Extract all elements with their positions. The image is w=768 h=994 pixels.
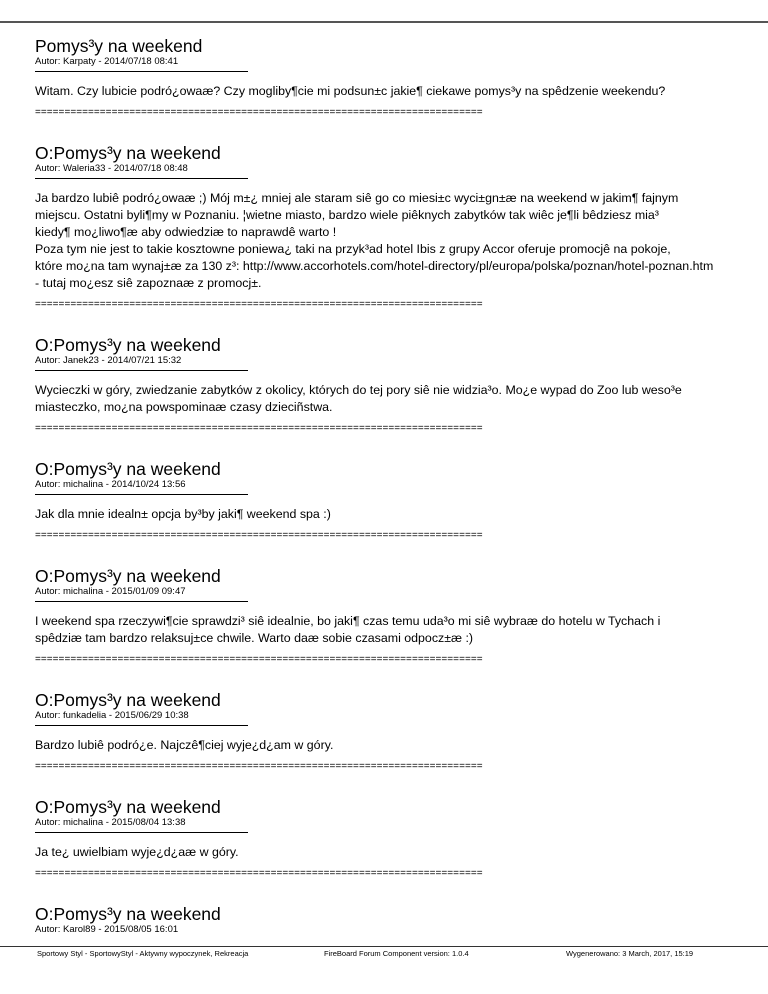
author-underline — [35, 725, 248, 726]
post-separator: ============================================================================ — [35, 761, 483, 772]
post-author: Autor: Karpaty - 2014/07/18 08:41 — [35, 56, 179, 67]
author-underline — [35, 370, 248, 371]
post-body: Wycieczki w góry, zwiedzanie zabytków z okolicy, których do tej pory siê nie widzia³o. Mo¿e wypad do Zoo lub weso³e miasteczko, mo¿na powspominaæ czasy dzieciñstwa. — [35, 383, 682, 414]
post-body: Witam. Czy lubicie podró¿owaæ? Czy mogliby¶cie mi podsun±c jakie¶ ciekawe pomys³y na spêdzenie weekendu? — [35, 84, 666, 98]
footer-rule — [0, 946, 768, 947]
post-separator: ============================================================================ — [35, 868, 483, 879]
post-author: Autor: funkadelia - 2015/06/29 10:38 — [35, 710, 189, 721]
post-body: I weekend spa rzeczywi¶cie sprawdzi³ siê idealnie, bo jaki¶ czas temu uda³o mi siê wybraæ do hotelu w Tychach i spêdziæ tam bardzo relaksuj±ce chwile. Warto daæ sobie czasami odpocz±æ :) — [35, 614, 661, 645]
post-title: O:Pomys³y na weekend — [35, 566, 221, 586]
post-body: Jak dla mnie idealn± opcja by³by jaki¶ weekend spa :) — [35, 507, 331, 521]
post-separator: ============================================================================ — [35, 423, 483, 434]
post — [35, 690, 735, 773]
author-underline — [35, 71, 248, 72]
post-separator: ============================================================================ — [35, 654, 483, 665]
post-list — [35, 36, 735, 935]
post — [35, 797, 735, 880]
post-separator: ============================================================================ — [35, 530, 483, 541]
post — [35, 36, 735, 119]
post-author: Autor: Karol89 - 2015/08/05 16:01 — [35, 924, 179, 935]
post-title: O:Pomys³y na weekend — [35, 690, 221, 710]
footer-generated-date: Wygenerowano: 3 March, 2017, 15:19 — [566, 949, 694, 958]
post-title: O:Pomys³y na weekend — [35, 143, 221, 163]
post-author: Autor: michalina - 2014/10/24 13:56 — [35, 479, 186, 490]
post — [35, 459, 735, 542]
post-separator: ============================================================================ — [35, 107, 483, 118]
post-separator: ============================================================================ — [35, 299, 483, 310]
footer-component-version: FireBoard Forum Component version: 1.0.4 — [324, 949, 469, 958]
author-underline — [35, 601, 248, 602]
post-body: Bardzo lubiê podró¿e. Najczê¶ciej wyje¿d¿am w góry. — [35, 738, 334, 752]
author-underline — [35, 178, 248, 179]
author-underline — [35, 494, 248, 495]
post-body: Ja bardzo lubiê podró¿owaæ ;) Mój m±¿ mniej ale staram siê go co miesi±c wyci±gn±æ na weekend w jakim¶ fajnym miejscu. Ostatni byli¶my w Poznaniu. ¦wietne miasto, bardzo wiele piêknych zabytków tak wiêc je¶li bêdziesz mia³ kiedy¶ mo¿liwo¶æ aby odwiedziæ to naprawdê warto ! Poza tym nie jest to takie kosztowne poniewa¿ taki na przyk³ad hotel Ibis z grupy Accor oferuje promocjê na pokoje, które mo¿na tam wynaj±æ za 130 z³: http://www.accorhotels.com/hotel-directory/pl/europa/polska/poznan/hotel-poznan.htm - tutaj mo¿esz siê zapoznaæ z promocj±. — [35, 191, 714, 290]
post-title: O:Pomys³y na weekend — [35, 797, 221, 817]
post — [35, 904, 735, 935]
post-body: Ja te¿ uwielbiam wyje¿d¿aæ w góry. — [35, 845, 239, 859]
post — [35, 335, 735, 435]
post — [35, 566, 735, 666]
post-author: Autor: Waleria33 - 2014/07/18 08:48 — [35, 163, 188, 174]
post-author: Autor: Janek23 - 2014/07/21 15:32 — [35, 355, 182, 366]
post-author: Autor: michalina - 2015/01/09 09:47 — [35, 586, 186, 597]
footer-site-name: Sportowy Styl - SportowyStyl - Aktywny wypoczynek, Rekreacja — [37, 949, 249, 958]
post-title: O:Pomys³y na weekend — [35, 335, 221, 355]
post-title: Pomys³y na weekend — [35, 36, 203, 56]
top-rule — [0, 21, 768, 23]
post — [35, 143, 735, 311]
post-title: O:Pomys³y na weekend — [35, 904, 221, 924]
post-author: Autor: michalina - 2015/08/04 13:38 — [35, 817, 186, 828]
post-title: O:Pomys³y na weekend — [35, 459, 221, 479]
author-underline — [35, 832, 248, 833]
